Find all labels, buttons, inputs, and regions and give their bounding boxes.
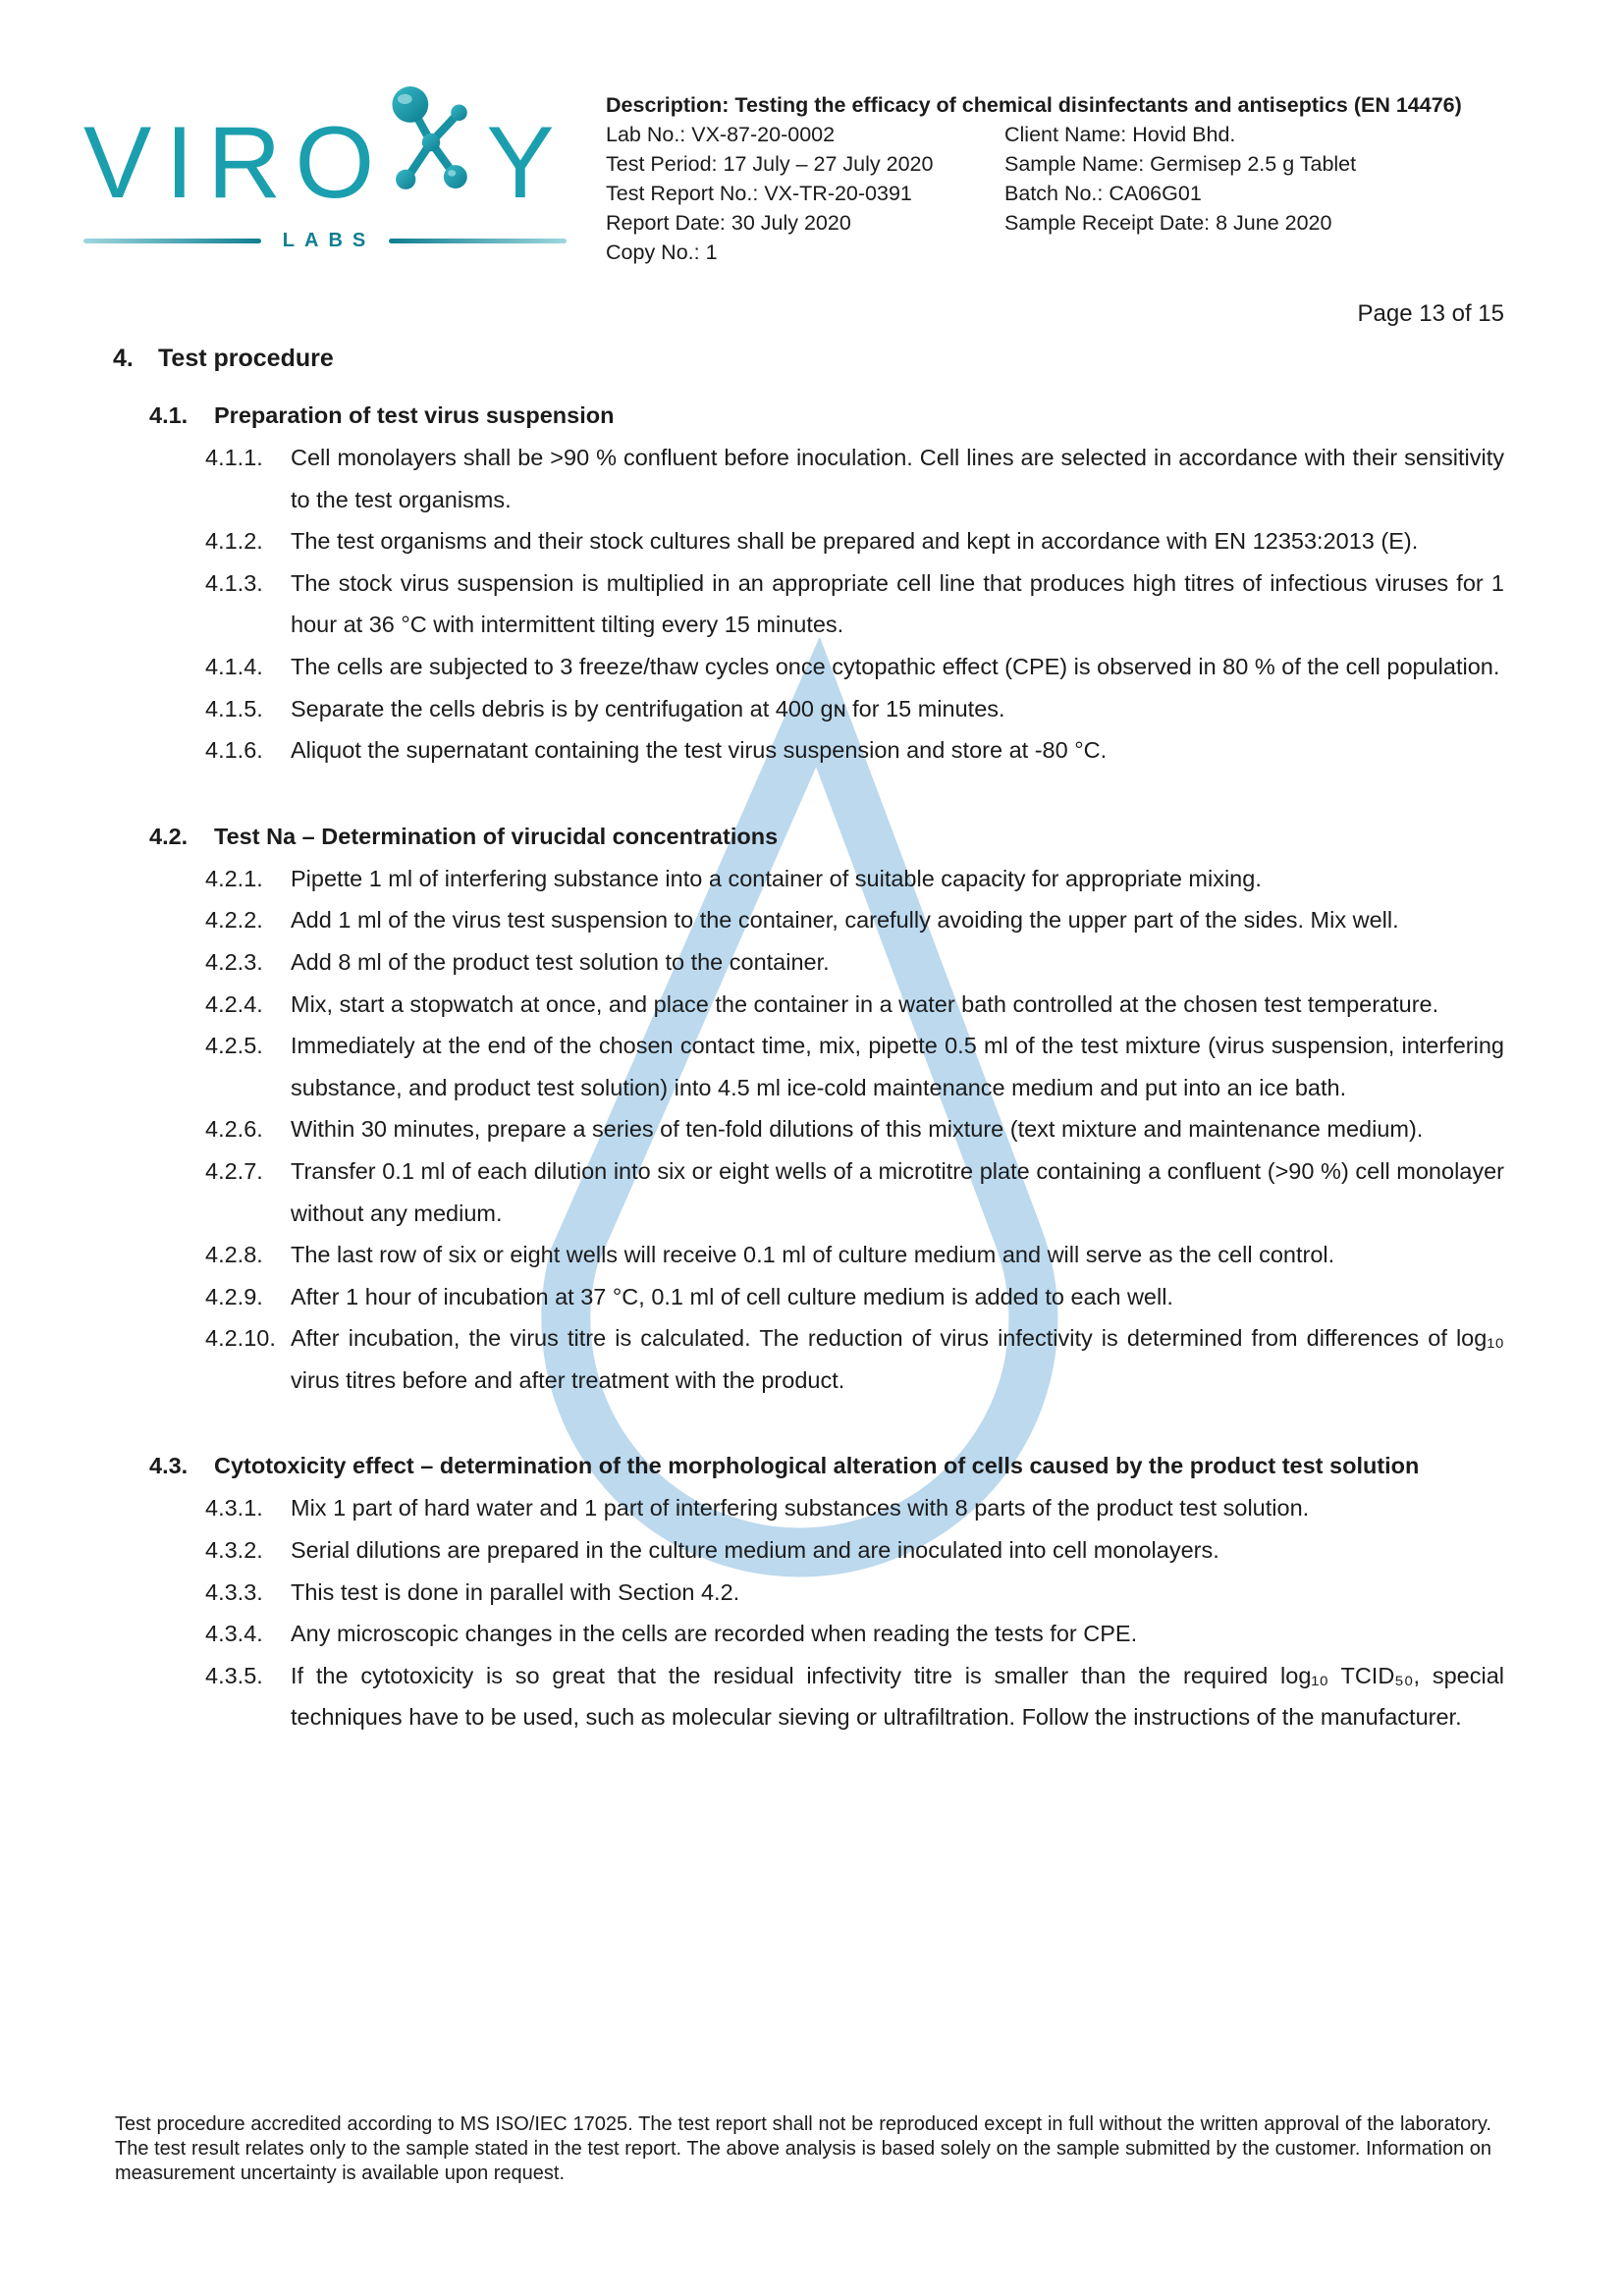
- item-number: 4.2.10.: [205, 1325, 276, 1352]
- subsection-heading: [149, 395, 1624, 437]
- items-list: [0, 858, 1624, 1402]
- list-item: [205, 984, 1504, 1026]
- item-text: Within 30 minutes, prepare a series of ten-fold dilutions of this mixture (text mixture and maintenance medium).: [291, 1116, 1424, 1143]
- item-text: Any microscopic changes in the cells are recorded when reading the tests for CPE.: [291, 1621, 1138, 1647]
- list-item: [205, 562, 1504, 646]
- item-number: 4.2.8.: [205, 1242, 263, 1268]
- footer-note: Test procedure accredited according to MS ISO/IEC 17025. The test report shall not be reproduced except in full without the written approval of the laboratory. The test result relates only to the sample stated in the test report. The above analysis is based solely on the sample submitted by the customer. Information on measurement uncertainty is available upon request.: [115, 2113, 1491, 2184]
- item-number: 4.1.5.: [205, 695, 263, 721]
- item-number: 4.2.1.: [205, 865, 263, 891]
- header-field: Client Name: Hovid Bhd.: [1004, 123, 1236, 146]
- item-text: Immediately at the end of the chosen contact time, mix, pipette 0.5 ml of the test mixture (virus suspension, interfering substance, and product test solution) into 4.5 ml ice-cold maintenance medium and put into an ice bath.: [291, 1033, 1504, 1100]
- item-text: After incubation, the virus titre is calculated. The reduction of virus infectivity is determined from differences of log₁₀ virus titres before and after treatment with the product.: [291, 1325, 1504, 1393]
- section-heading: [113, 336, 1624, 382]
- list-item: [205, 1150, 1504, 1234]
- item-text: Add 1 ml of the virus test suspension to the container, carefully avoiding the upper part of the sides. Mix well.: [291, 907, 1399, 934]
- list-item: [205, 1572, 1504, 1614]
- list-item: [205, 899, 1504, 941]
- item-text: Pipette 1 ml of interfering substance into a container of suitable capacity for appropriate mixing.: [291, 865, 1262, 891]
- list-item: [205, 941, 1504, 984]
- header-field: Sample Receipt Date: 8 June 2020: [1004, 211, 1332, 235]
- list-item: [205, 1317, 1504, 1401]
- list-item: [205, 437, 1504, 520]
- list-item: [205, 1108, 1504, 1150]
- item-text: The test organisms and their stock cultures shall be prepared and kept in accordance with EN 12353:2013 (E).: [291, 528, 1419, 555]
- logo-letters-viro: VIRO: [83, 106, 389, 220]
- items-list: [0, 1487, 1624, 1738]
- list-item: [205, 1655, 1504, 1738]
- viroxy-logo: [83, 84, 579, 252]
- item-text: Mix 1 part of hard water and 1 part of interfering substances with 8 parts of the product test solution.: [291, 1495, 1310, 1522]
- item-text: The stock virus suspension is multiplied in an appropriate cell line that produces high titres of infectious viruses for 1 hour at 36 °C with intermittent tilting every 15 minutes.: [291, 569, 1504, 638]
- item-number: 4.3.1.: [205, 1495, 263, 1522]
- list-item: [205, 1276, 1504, 1318]
- header-field: Report Date: 30 July 2020: [606, 211, 851, 235]
- list-item: [205, 1529, 1504, 1572]
- item-number: 4.1.1.: [205, 445, 263, 470]
- item-number: 4.3.2.: [205, 1537, 263, 1564]
- item-text: Mix, start a stopwatch at once, and place the container in a water bath controlled at the chosen test temperature.: [291, 990, 1439, 1017]
- header-columns: [606, 120, 1509, 267]
- item-number: 4.3.3.: [205, 1578, 263, 1605]
- item-text: Serial dilutions are prepared in the culture medium and are inoculated into cell monolayers.: [291, 1537, 1219, 1564]
- item-text: This test is done in parallel with Section 4.2.: [291, 1578, 740, 1605]
- logo-labs-label: LABS: [282, 230, 376, 251]
- header-left-column: [606, 120, 1004, 267]
- subsection-number: 4.2.: [149, 823, 189, 849]
- subsection-number: 4.1.: [149, 402, 189, 428]
- subsections-container: [0, 395, 1624, 1738]
- subsection-title: Preparation of test virus suspension: [214, 402, 615, 428]
- item-number: 4.2.2.: [205, 907, 263, 934]
- item-number: 4.3.4.: [205, 1621, 263, 1647]
- item-text: Add 8 ml of the product test solution to the container.: [291, 948, 830, 975]
- list-item: [205, 1613, 1504, 1655]
- list-item: [205, 729, 1504, 772]
- item-text: After 1 hour of incubation at 37 °C, 0.1 ml of cell culture medium is added to each well.: [291, 1283, 1173, 1309]
- section-title: Test procedure: [158, 345, 334, 372]
- logo-word: [83, 84, 579, 220]
- item-number: 4.1.3.: [205, 569, 263, 596]
- page-number: Page 13 of 15: [1357, 300, 1504, 327]
- list-item: [205, 1025, 1504, 1108]
- item-number: 4.2.4.: [205, 990, 263, 1017]
- item-number: 4.1.4.: [205, 653, 263, 679]
- subsection: [0, 816, 1624, 1402]
- items-list: [0, 437, 1624, 772]
- item-text: Separate the cells debris is by centrifugation at 400 gɴ for 15 minutes.: [291, 695, 1005, 721]
- logo-rule-right: [389, 239, 567, 243]
- test-procedure-section: [0, 336, 1624, 1738]
- subsection-title: Cytotoxicity effect – determination of the morphological alteration of cells caused by the product test solution: [214, 1453, 1420, 1479]
- logo-molecule-icon: [386, 84, 476, 202]
- header-field: Batch No.: CA06G01: [1004, 182, 1202, 205]
- item-text: The cells are subjected to 3 freeze/thaw cycles once cytopathic effect (CPE) is observed in 80 % of the cell population.: [291, 653, 1500, 679]
- subsection-number: 4.3.: [149, 1453, 189, 1479]
- header-field: Test Period: 17 July – 27 July 2020: [606, 152, 934, 176]
- logo-letter-y: Y: [486, 106, 555, 220]
- header-field: Sample Name: Germisep 2.5 g Tablet: [1004, 152, 1357, 176]
- subsection-heading: [149, 1445, 1624, 1487]
- subsection: [0, 395, 1624, 772]
- item-number: 4.2.6.: [205, 1116, 263, 1143]
- item-number: 4.2.9.: [205, 1283, 263, 1309]
- item-number: 4.2.5.: [205, 1033, 263, 1059]
- list-item: [205, 688, 1504, 730]
- section-number: 4.: [113, 345, 134, 372]
- subsection: [0, 1445, 1624, 1738]
- item-text: Aliquot the supernatant containing the test virus suspension and store at -80 °C.: [291, 737, 1108, 764]
- item-number: 4.1.6.: [205, 737, 263, 764]
- item-number: 4.3.5.: [205, 1662, 263, 1688]
- logo-rule-left: [83, 239, 261, 243]
- item-number: 4.2.3.: [205, 948, 263, 975]
- header-info: [606, 90, 1509, 267]
- header-right-column: [1004, 120, 1509, 267]
- item-number: 4.2.7.: [205, 1157, 263, 1184]
- item-text: Cell monolayers shall be >90 % confluent before inoculation. Cell lines are selected in accordance with their sensitivity to the test organisms.: [291, 445, 1504, 512]
- list-item: [205, 1234, 1504, 1276]
- list-item: [205, 858, 1504, 900]
- item-text: The last row of six or eight wells will receive 0.1 ml of culture medium and will serve as the cell control.: [291, 1242, 1335, 1268]
- subsection-heading: [149, 816, 1624, 858]
- header-field: Lab No.: VX-87-20-0002: [606, 123, 836, 146]
- subsection-title: Test Na – Determination of virucidal concentrations: [214, 823, 779, 849]
- item-number: 4.1.2.: [205, 528, 263, 555]
- list-item: [205, 520, 1504, 562]
- list-item: [205, 646, 1504, 688]
- header-field: Copy No.: 1: [606, 240, 718, 264]
- header-description: Description: Testing the efficacy of chemical disinfectants and antiseptics (EN 14476): [606, 93, 1462, 117]
- item-text: Transfer 0.1 ml of each dilution into six or eight wells of a microtitre plate containing a confluent (>90 %) cell monolayer without any medium.: [291, 1157, 1504, 1226]
- logo-labs-row: [83, 230, 567, 252]
- list-item: [205, 1487, 1504, 1529]
- item-text: If the cytotoxicity is so great that the residual infectivity titre is smaller than the required log₁₀ TCID₅₀, special techniques have to be used, such as molecular sieving or ultrafiltration. Follow the instructions of the manufacturer.: [291, 1662, 1504, 1731]
- header-field: Test Report No.: VX-TR-20-0391: [606, 182, 912, 205]
